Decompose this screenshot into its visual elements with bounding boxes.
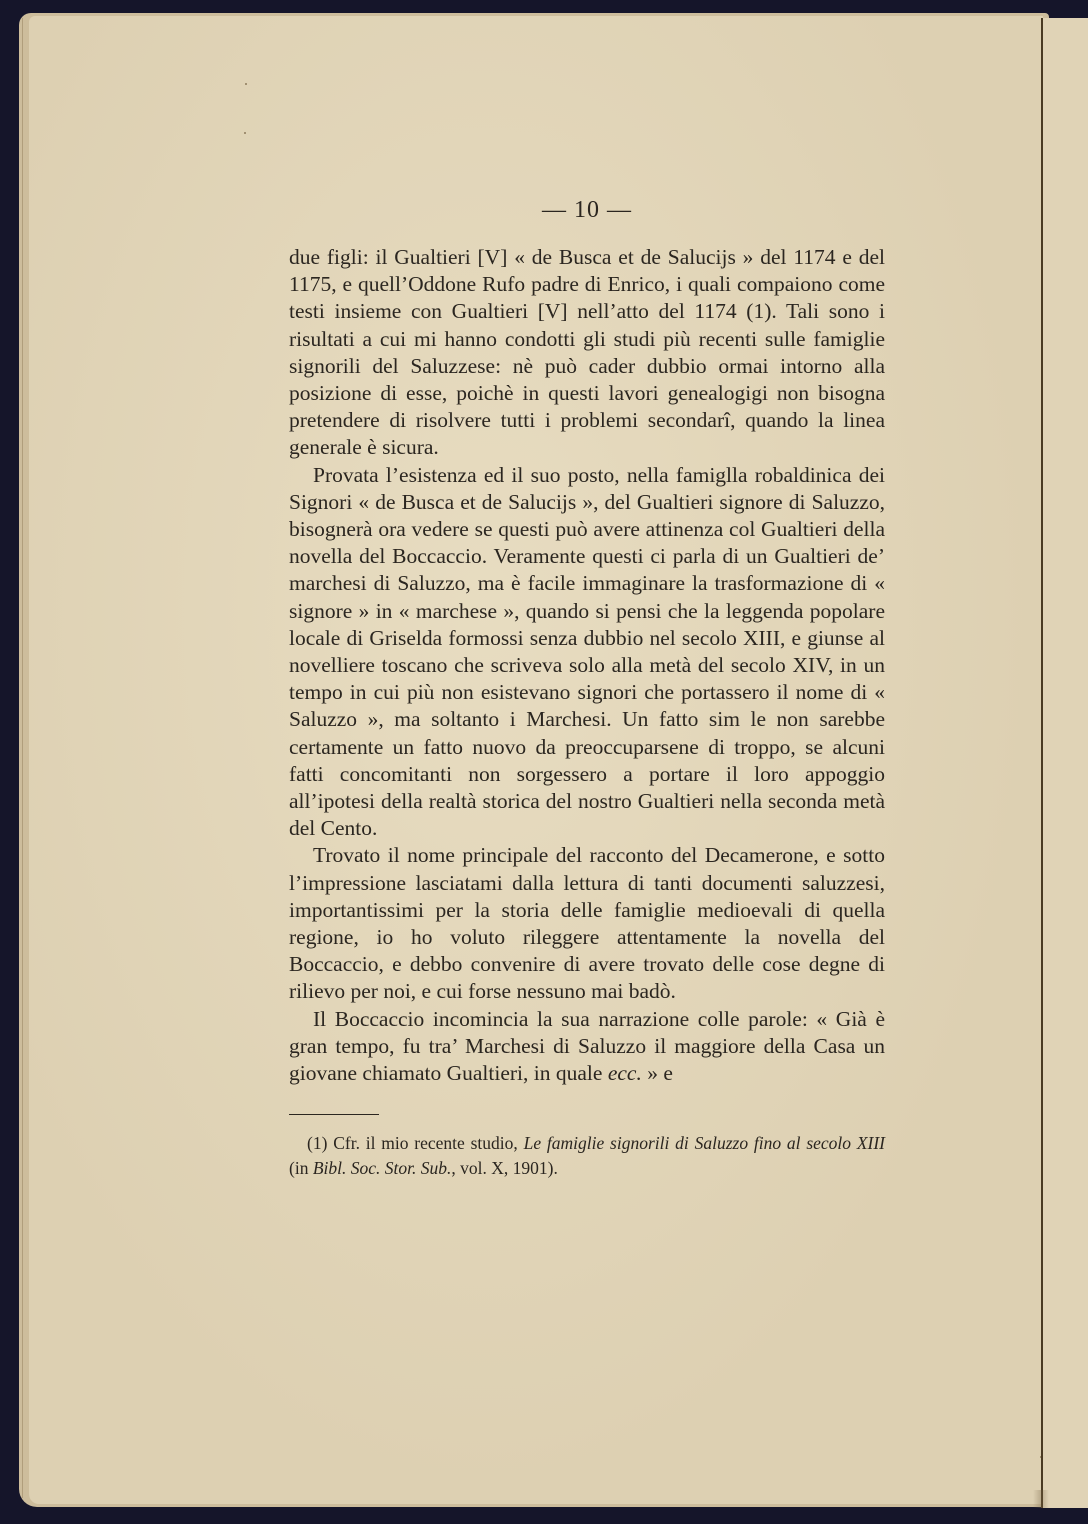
paragraph	[289, 1006, 885, 1088]
gutter-shadow	[1033, 1490, 1049, 1508]
footnote-text: , vol. X, 1901).	[451, 1158, 558, 1179]
paragraph-text: Il Boccaccio incomincia la sua narrazione colle parole: « Già è gran tempo, fu tra’ Marchesi di Saluzzo il maggiore della Casa un giovane chiamato Gualtieri, in quale	[289, 1006, 885, 1086]
paragraph: Provata l’esistenza ed il suo posto, nella famiglla robaldinica dei Signori « de Busca et de Salucijs », del Gualtieri signore di Saluzzo, bisognerà ora vedere se questi può avere attinenza col Gualtieri della novella del Boccaccio. Veramente questi ci parla di un Gualtieri de’ marchesi di Saluzzo, ma è facile immaginare la trasformazione di « signore » in « marchese », quando si pensi che la leggenda popolare locale di Griselda formossi senza dubbio nel secolo XIII, e giunse al novelliere toscano che scriveva solo alla metà del secolo XIV, in un tempo in cui più non esistevano signori che portassero il nome di « Saluzzo », ma soltanto i Marchesi. Un fatto sim le non sarebbe certamente un fatto nuovo da preoccuparsene di troppo, se alcuni fatti concomitanti non sorgessero a portare il loro appoggio all’ipotesi della realtà storica del nostro Gualtieri nella seconda metà del Cento.	[289, 462, 885, 841]
footnote-series: Bibl. Soc. Stor. Sub.	[312, 1158, 452, 1179]
book-gutter	[1041, 18, 1043, 1508]
paragraph-text: » e	[641, 1061, 673, 1086]
footnote-text: (in	[289, 1158, 313, 1179]
page-content	[289, 196, 885, 1181]
footnote	[289, 1131, 885, 1181]
page-number: — 10 —	[542, 197, 632, 223]
footnote-marker: (1) Cfr. il mio recente studio,	[307, 1133, 524, 1154]
footnote-rule	[289, 1114, 379, 1115]
paragraph: due figli: il Gualtieri [V] « de Busca et de Salucijs » del 1174 e del 1175, e quell’Oddone Rufo padre di Enrico, i quali compaiono come testi insieme con Gualtieri [V] nell’atto del 1174 (1). Tali sono i risultati a cui mi hanno condotti gli studi più recenti sulle famiglie signorili del Saluzzese: nè può cader dubbio ormai intorno alla posizione di esse, poichè in questi lavori genealogigi non bisogna pretendere di risolvere tutti i problemi secondarî, quando la linea generale è sicura.	[289, 245, 885, 460]
paragraph-italic: ecc.	[607, 1061, 642, 1086]
paper-speck	[244, 132, 246, 134]
facing-page-edge	[1043, 18, 1088, 1508]
paper-speck	[245, 83, 247, 85]
footnote-title: Le famiglie signorili di Saluzzo fino al secolo XIII	[523, 1133, 886, 1154]
paragraph: Trovato il nome principale del racconto del Decamerone, e sotto l’impressione lasciatami dalla lettura di tanti documenti saluzzesi, importantissimi per la storia delle famiglie medioevali di quella regione, io ho voluto rileggere attentamente la novella del Boccaccio, e debbo convenire di avere trovato delle cose degne di rilievo per noi, e cui forse nessuno mai badò.	[289, 843, 885, 1004]
